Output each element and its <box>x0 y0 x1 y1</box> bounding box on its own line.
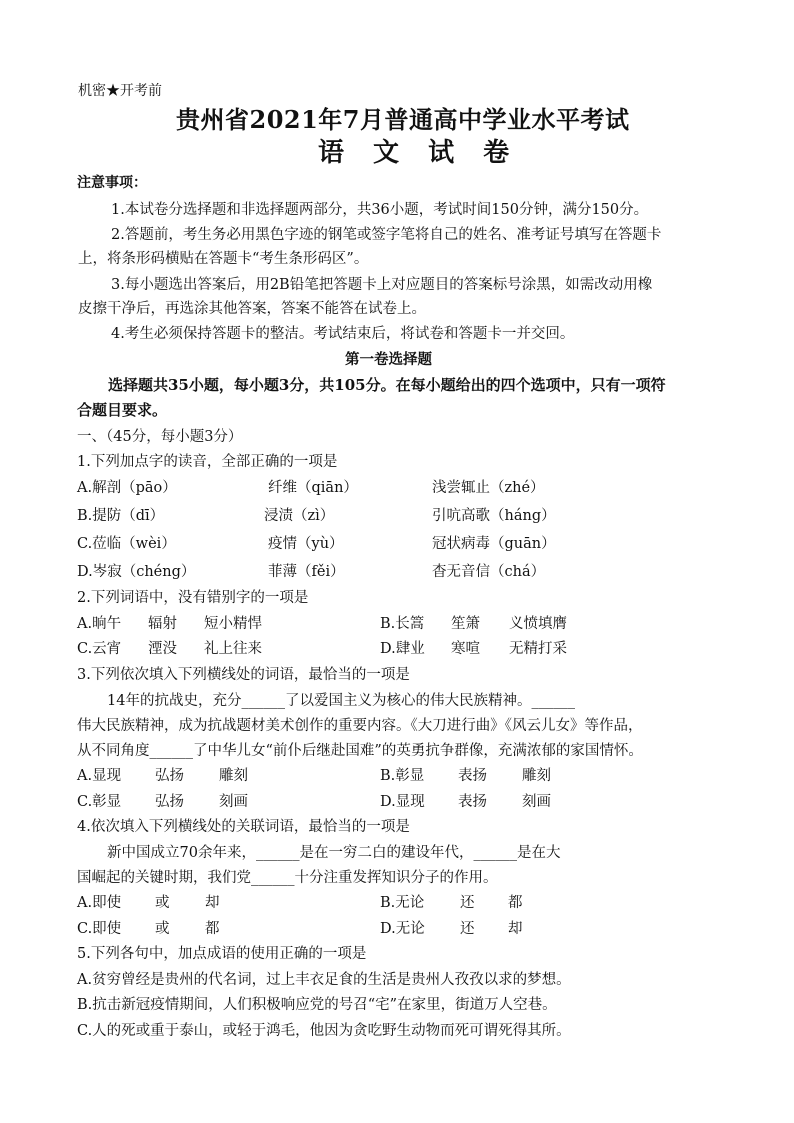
exam-title: 贵州省2021年7月普通高中学业水平考试 <box>176 105 630 134</box>
question-stem: 1.下列加点字的读音，全部正确的一项是 <box>77 454 338 470</box>
option-text: 辐射 <box>148 616 177 632</box>
option-text: 弘扬 <box>155 768 184 784</box>
option-text: B.提防（dī） <box>77 508 165 524</box>
option-text: A.显现 <box>77 768 122 784</box>
option-text: 纤维（qiān） <box>268 480 358 496</box>
option-text: A.即使 <box>77 895 122 911</box>
question-stem: 2.下列词语中，没有错别字的一项是 <box>77 590 309 606</box>
part-intro: 合题目要求。 <box>77 401 168 419</box>
passage-line: 新中国成立70余年来，______是在一穷二白的建设年代，______是在大 <box>107 845 561 861</box>
option-text: B.无论 <box>380 895 425 911</box>
passage-line: 从不同角度______了中华儿女“前仆后继赴国难”的英勇抗争群像，充满浓郁的家国情怀。 <box>77 743 643 759</box>
question-stem: 5.下列各句中，加点成语的使用正确的一项是 <box>77 946 367 962</box>
option-text: 短小精悍 <box>204 616 262 632</box>
option-text: 浅尝辄止（zhé） <box>432 480 545 496</box>
option-text: B.抗击新冠疫情期间，人们积极响应党的号召“宅”在家里，街道万人空巷。 <box>77 997 557 1013</box>
option-text: 刻画 <box>522 794 551 810</box>
option-text: 雕刻 <box>522 768 551 784</box>
option-text: 湮没 <box>148 641 177 657</box>
option-text: 都 <box>205 921 220 937</box>
notice-item: 1.本试卷分选择题和非选择题两部分，共36小题，考试时间150分钟，满分150分。 <box>111 202 649 218</box>
option-text: 表扬 <box>458 794 487 810</box>
passage-line: 伟大民族精神，成为抗战题材美术创作的重要内容。《大刀进行曲》《风云儿女》等作品， <box>77 718 643 734</box>
option-text: C.莅临（wèi） <box>77 536 176 552</box>
option-text: 却 <box>508 921 523 937</box>
option-text: 无精打采 <box>509 641 567 657</box>
option-text: 或 <box>155 921 170 937</box>
notice-item: 2.答题前，考生务必用黑色字迹的钢笔或签字笔将自己的姓名、准考证号填写在答题卡 <box>111 227 662 243</box>
option-text: 义愤填膺 <box>509 616 567 632</box>
option-text: 还 <box>460 921 475 937</box>
option-text: 浸渍（zì） <box>264 508 335 524</box>
option-text: D.肆业 <box>380 641 425 657</box>
option-text: C.彰显 <box>77 794 122 810</box>
option-text: 都 <box>508 895 523 911</box>
option-text: D.无论 <box>380 921 425 937</box>
option-text: 表扬 <box>458 768 487 784</box>
passage-line: 国崛起的关键时期，我们党______十分注重发挥知识分子的作用。 <box>77 870 498 886</box>
option-text: B.长篙 <box>380 616 425 632</box>
part-title: 第一卷选择题 <box>345 351 432 368</box>
option-text: 菲薄（fěi） <box>268 564 345 580</box>
option-text: 刻画 <box>219 794 248 810</box>
option-text: 冠状病毒（guān） <box>432 536 556 552</box>
notice-item: 皮擦干净后，再选涂其他答案，答案不能答在试卷上。 <box>78 301 426 317</box>
confidential-label: 机密★开考前 <box>78 83 162 99</box>
question-stem: 3.下列依次填入下列横线处的词语，最恰当的一项是 <box>77 667 410 683</box>
option-text: 或 <box>155 895 170 911</box>
option-text: D.岑寂（chéng） <box>77 564 196 580</box>
option-text: C.云宵 <box>77 641 122 657</box>
option-text: 雕刻 <box>219 768 248 784</box>
option-text: A.晌午 <box>77 616 122 632</box>
option-text: C.人的死或重于泰山，或轻于鸿毛，他因为贪吃野生动物而死可谓死得其所。 <box>77 1023 571 1039</box>
notice-item: 3.每小题选出答案后，用2B铅笔把答题卡上对应题目的答案标号涂黑，如需改动用橡 <box>111 277 653 293</box>
section-heading: 一、（45分，每小题3分） <box>77 429 243 445</box>
option-text: 引吭高歌（háng） <box>432 508 556 524</box>
option-text: 疫情（yù） <box>268 536 344 552</box>
question-stem: 4.依次填入下列横线处的关联词语，最恰当的一项是 <box>77 819 410 835</box>
passage-line: 14年的抗战史，充分______了以爱国主义为核心的伟大民族精神。______ <box>107 693 575 709</box>
option-text: 还 <box>460 895 475 911</box>
option-text: C.即使 <box>77 921 122 937</box>
option-text: 寒喧 <box>451 641 480 657</box>
subject-title: 语 文 试 卷 <box>318 138 520 168</box>
option-text: A.贫穷曾经是贵州的代名词，过上丰衣足食的生活是贵州人孜孜以求的梦想。 <box>77 972 571 988</box>
option-text: 礼上往来 <box>204 641 262 657</box>
part-intro: 选择题共35小题，每小题3分，共105分。在每小题给出的四个选项中，只有一项符 <box>108 376 666 394</box>
notice-item: 4.考生必须保持答题卡的整洁。考试结束后，将试卷和答题卡一并交回。 <box>111 326 575 342</box>
option-text: 却 <box>205 895 220 911</box>
option-text: A.解剖（pāo） <box>77 480 177 496</box>
option-text: D.显现 <box>380 794 425 810</box>
option-text: 笙箫 <box>451 616 480 632</box>
notice-item: 上，将条形码横贴在答题卡“考生条形码区”。 <box>78 251 369 267</box>
option-text: 杳无音信（chá） <box>432 564 546 580</box>
notice-label: 注意事项： <box>77 175 147 191</box>
option-text: 弘扬 <box>155 794 184 810</box>
option-text: B.彰显 <box>380 768 425 784</box>
